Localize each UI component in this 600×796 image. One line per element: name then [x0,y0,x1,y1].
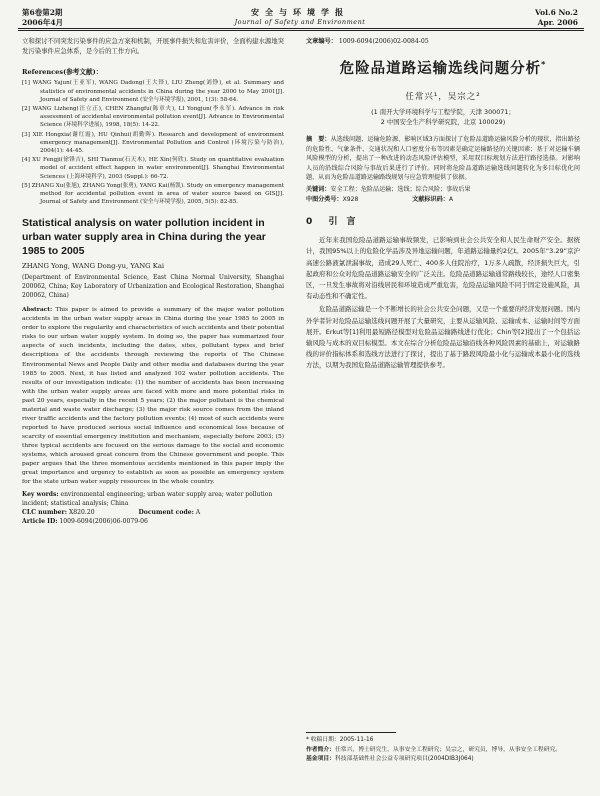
cn-abstract-label: 摘 要： [306,136,331,143]
english-abstract [22,305,284,487]
reference-item: [1] WANG Yajun(王亚军), WANG Dadong(王大铎), LIU Zheng(刘铮), et al. Summary and statistics of environmental accidents in China during the year 2000 to May 2001[J]. Journal of Safety and Environment (安全与环境学报), 2001, 1(3): 58-64. [22,80,284,103]
footnote-rule [306,732,396,733]
section-heading [306,214,580,227]
journal-title-cn: 安全与环境学报 [251,7,349,17]
author-bio: 任常兴，博士研究生，从事安全工程研究；吴宗之，研究员，博导，从事安全工程研究。 [335,746,562,753]
header-volume-en: Vol.6 No.2 [535,8,578,17]
journal-title-en: Journal of Safety and Environment [234,18,366,26]
cn-doccode-label: 文献标识码： [412,195,449,203]
prev-article-ending: 立和探讨不同突发污染事件的应急方案和机制，开展事件损失和危害评价，全面构建水源地突发污染事件应急体系，是今后的工作方向。 [22,37,285,56]
footnote-fund [306,755,580,765]
doccode-label: Document code: [138,509,194,517]
english-keywords [22,490,284,508]
affiliation-line-1: (1 南开大学环境科学与工程学院，天津 300071； [371,108,515,116]
english-clc-line [22,508,284,517]
reference-list [22,79,284,206]
english-article-id [22,517,284,526]
intro-paragraph-1: 近年来我国危险品道路运输事故频发，已影响到社会公共安全和人民生命财产安全。据统计，我国95%以上的危险化学品涉及异地运输问题，年道路运输量约2亿t。2005年“3.29”京沪高速公路液氯泄漏事故，造成29人死亡、400多人住院治疗，1万多人疏散，经济损失巨大，引起政府和公众对危险品道路运输安全的广泛关注。危险品道路运输通常路线较长，途经人口密集区，一旦发生事故将对沿线居民和环境造成严重危害，危险品运输风险不同于固定设施风险，具有动态性和不确定性。 [306,236,580,301]
english-affiliation: (Department of Environmental Science, East China Normal University, Shanghai 200062, China; Key Laboratory of Urbanization and Ecological Restoration, Shanghai 200062, China) [22,274,284,299]
chinese-keywords [306,185,580,195]
english-article-title: Statistical analysis on water pollution incident in urban water supply area in China during the year 1985 to 2005 [22,217,266,258]
clc-label: CLC number: [22,509,68,517]
chinese-abstract [306,135,580,183]
article-number-line [306,36,580,45]
footnote-received [306,736,580,746]
reference-item: [5] ZHANG Xu(张旭), ZHANG Yong(张勇), YANG Kai(杨凯). Study on emergency management method for accidental pollution event in area of water source based on GIS[J]. Journal of Safety and Environment (安全与环境学报), 2005, 5(5): 82-85. [22,182,284,206]
article-number-label: 文章编号： [306,38,337,45]
abstract-label: Abstract: [22,306,53,314]
chinese-affiliation [306,107,580,127]
clc-value: X820.20 [68,509,95,517]
cn-doccode-value: A [448,195,453,203]
left-column [22,36,284,526]
chinese-authors: 任常兴¹，吴宗之² [405,92,481,102]
intro-paragraph-2: 危险品道路运输是一个不断增长的社会公共安全问题，又是一个重要的经济发展问题。国内外学者针对危险品运输选线问题开展了大量研究，主要从运输风险、运输成本、运输时间等方面展开。Erkut等[1]利用最短路径模型对危险品运输路线进行优化；Chin等[2]提出了一个包括运输风险与成本的双目标模型。本文在综合分析危险品运输沿线各种风险因素的基础上，对运输路线的评价指标体系和选线方法进行了探讨，提出了基于路段风险最小化与运输成本最小化的选线方法，以期为我国危险品道路运输管理提供参考。 [306,305,580,370]
received-date: 2005-11-16 [339,737,374,743]
fund-text: 科技部基础性社会公益专项研究项目(2004DIB3J064) [335,756,474,763]
references-heading: References(参考文献)： [22,68,103,77]
chinese-title-text: 危险品道路运输选线问题分析 [339,61,542,77]
chinese-article-title [306,57,580,78]
cn-keywords-label: 关键词： [306,185,331,193]
section-title: 引 言 [328,217,356,228]
footnote-author [306,746,580,756]
abstract-text: This paper is aimed to provide a summary of the major water pollution accidents in the urban water supply areas in China during the year 1985 to 2005 in order to explore the regularity and characteristics of such accidents and their potential risks to our urban water supply system. In doing so, the paper has summarized four aspects of such incidents, including the dates, sites, pollutant types and brief descriptions of the accidents through reviewing the reports of The Chinese Environmental News and People Daily and other media and databases during the year 1985 to 2005. Next, it has listed and analyzed 102 water pollution accidents. The results of our investigation indicate: (1) the number of accidents has been increasing with the urban water supply areas are faced with more and more potential risks in past 20 years, especially in the recent 5 years; (2) the major pollutant is the chemical material and waste water discharge; (3) the major risk source comes from the inland river traffic accidents and the factory pollution events; (4) most of such accidents were reported to have produced serious social influence and economical loss because of scarcity of essential emergency institution and mechanism, especially before 2003; (5) three typical accidents are focused on the serious damage to the social and economic systems, which aroused great concern from the Chinese government and people. This paper argues that the three momentous accidents mentioned in this paper imply the great importance and urgency to establish as soon as possible an emergency system for the state urban water supply resources in the whole country. [22,307,284,486]
cn-keywords-text: 安全工程；危险品运输；选线；综合风险；事故后果 [330,185,471,193]
articleid-value: 1009-6094(2006)06-0079-06 [59,518,148,526]
reference-item: [4] XU Fengji(徐锋吉), SHI Tianmu(石天木), HE Xin(何欣). Study on quantitative evaluation model of accident effect happen in water environment[J]. Shanghai Environmental Sciences (上海环境科学), 2003 (Suppl.): 66-72. [22,157,284,180]
received-label: * 收稿日期： [306,737,340,743]
affiliation-line-2: 2 中国安全生产科学研究院，北京 100029) [380,118,506,126]
right-column [306,36,580,372]
header-date-en: Apr. 2006 [537,18,578,27]
doccode-value: A [195,509,201,517]
cn-clc-label: 中图分类号： [306,195,343,203]
cn-abstract-text: 从选线问题、运输危险源、影响区域3方面探讨了危险品道路运输风险分析的现状，指出路径的危险性、气象条件、交通状况和人口密度分布等因素是确定运输路径的关键因素；基于对运输车辆风险模型的分析，提出了一种改进的动态风险评估模型，采用双目标规划方法进行路径选择。对影响人员的沿线综合风险与事故后果进行了评价。同时将危险品道路运输选线问题转化为多目标优化问题，从而为危险品道路运输路线规划与应急管理提供了依据。 [306,136,580,182]
author-bio-label: 作者简介： [306,746,335,753]
header-rule-thin [18,30,584,31]
cn-clc-value: X928 [342,195,359,203]
reference-item: [3] XIE Hongxia(谢红霞), HU Qinhui(胡勤晖). Research and development of environment emergency management[J]. Environmental Pollution and Control (环境污染与防治), 2004(1): 44-45. [22,131,284,155]
keywords-text: environmental engineering; urban water supply area; water pollution incident; statistical analysis; China [22,491,273,508]
header-date: 2006年4月 [22,18,64,27]
section-number: 0 [306,217,313,228]
reference-item: [2] WANG Lizheng(汪立正), CHEN Zhangfu(陈章夫), LI Yongjun(李永军). Advance in risk assessment of accidental environmental pollution event[J]. Advance in Environmental Science (环境科学进展), 1998, 18(5): 14-22. [22,106,284,129]
fund-label: 基金项目： [306,756,335,763]
chinese-clc-line [306,195,580,205]
header-volume: 第6卷第2期 [22,8,63,17]
header-rule [18,28,584,29]
articleid-label: Article ID: [22,518,58,526]
english-authors: ZHANG Yong, WANG Dong-yu, YANG Kai [22,262,165,271]
footnotes [306,736,580,765]
article-number: 1009-6094(2006)02-0084-05 [338,38,429,45]
keywords-label: Key words: [22,491,59,499]
title-footnote-mark: * [541,60,547,70]
